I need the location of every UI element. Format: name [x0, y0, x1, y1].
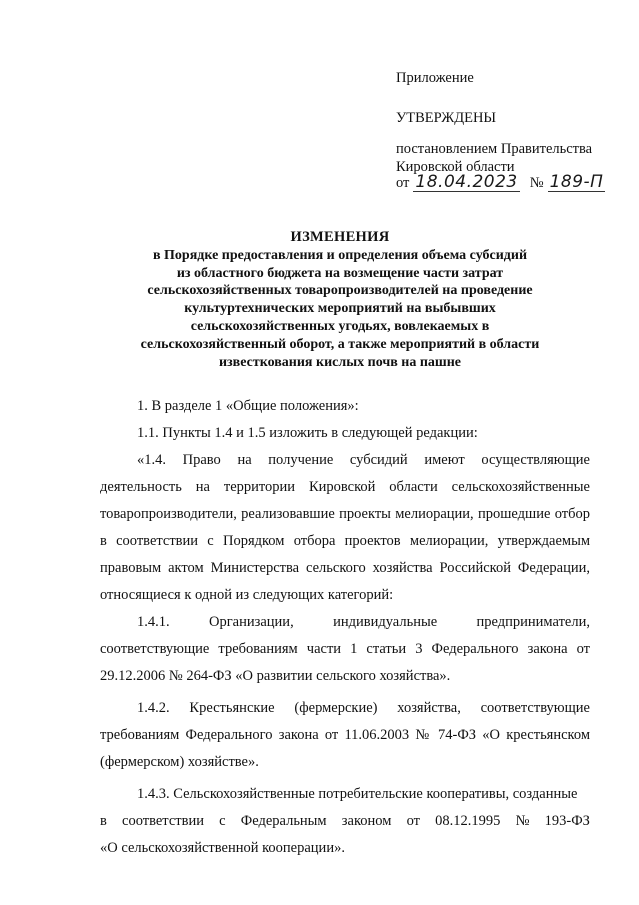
- word: субсидий: [349, 452, 408, 468]
- word: предприниматели,: [476, 614, 590, 630]
- word: 1.4.2.: [137, 700, 170, 716]
- word: №: [515, 813, 530, 829]
- word: имеют: [424, 452, 465, 468]
- word: от: [406, 813, 420, 829]
- appendix-label: Приложение: [396, 70, 474, 86]
- paragraph-1-4-2-first-line: [100, 695, 590, 722]
- word: законом: [341, 813, 392, 829]
- region-line: Кировской области: [396, 159, 515, 175]
- word: 08.12.1995: [435, 813, 501, 829]
- document-title: [120, 229, 560, 371]
- word: Крестьянские: [189, 700, 275, 716]
- paragraph-1-4-1: [100, 609, 590, 690]
- word: на: [237, 452, 252, 468]
- title-line: известкования кислых почв на пашне: [218, 354, 462, 370]
- paragraph-1-4-3: [100, 781, 590, 862]
- word: (фермерские): [294, 700, 378, 716]
- word: индивидуальные: [333, 614, 438, 630]
- paragraph-1-4-3-first-line: 1.4.3. Сельскохозяйственные потребительские кооперативы, созданные: [137, 786, 578, 802]
- paragraph-1-1: 1.1. Пункты 1.4 и 1.5 изложить в следующей редакции:: [137, 425, 478, 441]
- paragraph-1-4-2: [100, 695, 590, 776]
- decree-line: постановлением Правительства: [396, 141, 593, 157]
- word: соответствии: [122, 813, 204, 829]
- handwritten-date: 18.04.2023: [415, 172, 518, 192]
- title-line: сельскохозяйственных товаропроизводителей на проведение: [147, 283, 533, 299]
- date-number-line: [396, 174, 605, 192]
- paragraph-section-1: 1. В разделе 1 «Общие положения»:: [137, 398, 359, 414]
- title-heading: ИЗМЕНЕНИЯ: [290, 229, 390, 245]
- word: Право: [182, 452, 221, 468]
- paragraph-1-4-1-rest: соответствующие требованиям части 1 статьи 3 Федерального закона от 29.12.2006 № 264-ФЗ «О развитии сельского хозяйства».: [100, 641, 590, 684]
- paragraph-1-4-3-second-line: [100, 808, 590, 835]
- approved-label: УТВЕРЖДЕНЫ: [396, 110, 497, 126]
- word: получение: [268, 452, 334, 468]
- title-line: культуртехнических мероприятий на выбывших: [184, 301, 496, 317]
- paragraph-1-4-first-line: [100, 447, 590, 474]
- word: в: [100, 813, 107, 829]
- word: 193-ФЗ: [544, 813, 590, 829]
- word: 1.4.1.: [137, 614, 170, 630]
- handwritten-number: 189-П: [549, 172, 604, 192]
- paragraph-1-4-2-rest: требованиям Федерального закона от 11.06.2003 № 74-ФЗ «О крестьянском (фермерском) хозяйстве».: [100, 727, 590, 770]
- word: Организации,: [209, 614, 294, 630]
- paragraph-1-4-3-rest: «О сельскохозяйственной кооперации».: [100, 840, 345, 856]
- title-line: сельскохозяйственный оборот, а также мероприятий в области: [140, 336, 540, 352]
- paragraph-1-4-rest: деятельность на территории Кировской области сельскохозяйственные товаропроизводители, реализовавшие проекты мелиорации, прошедшие отбор в соответствии с Порядком отбора проектов мелиорации, утверждаемым правовым актом Министерства сельского хозяйства Российской Федерации, относящиеся к одной из следующих категорий:: [100, 479, 590, 603]
- paragraph-1-4: [100, 447, 590, 609]
- title-line: в Порядке предоставления и определения объема субсидий: [152, 247, 528, 263]
- word: Федеральным: [240, 813, 327, 829]
- word: «1.4.: [137, 452, 166, 468]
- title-line: сельскохозяйственных угодьях, вовлекаемых в: [190, 318, 490, 334]
- title-line: из областного бюджета на возмещение части затрат: [176, 265, 504, 281]
- word: осуществляющие: [481, 452, 590, 468]
- number-prefix: №: [529, 175, 544, 191]
- word: хозяйства,: [397, 700, 461, 716]
- paragraph-1-4-1-first-line: [100, 609, 590, 636]
- document-body: [100, 393, 590, 862]
- word: соответствующие: [480, 700, 590, 716]
- date-prefix: от: [396, 175, 410, 191]
- word: с: [219, 813, 226, 829]
